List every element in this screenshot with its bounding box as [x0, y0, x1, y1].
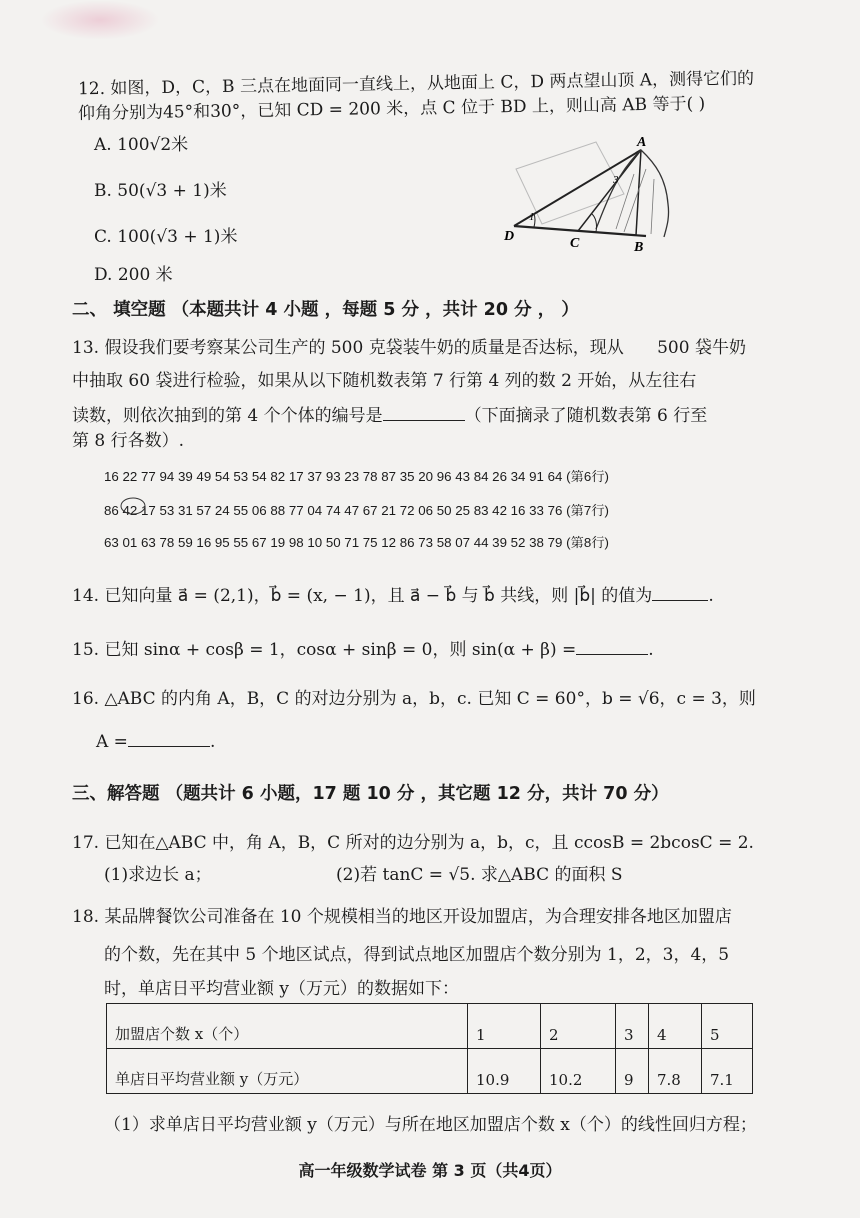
q16-answer-blank — [128, 730, 210, 747]
q18-line3: 时，单店日平均营业额 y（万元）的数据如下： — [104, 979, 460, 999]
line-ab — [636, 150, 641, 235]
q15-period: . — [648, 640, 654, 660]
section2-heading: 二、 填空题 （本题共计 4 小题 ，每题 5 分 ，共计 20 分 ， ） — [72, 300, 579, 320]
q15-text: 15. 已知 sinα + cosβ = 1，cosα + sinβ = 0，则 sin(α + β) = — [72, 640, 577, 660]
mountain-hatch — [616, 169, 654, 234]
q13-line4: 第 8 行各数）. — [72, 431, 185, 451]
q13-line1-bags: 500 袋牛奶 — [657, 338, 746, 358]
q14-period: . — [708, 586, 714, 606]
q13-line3 — [72, 404, 707, 427]
paper-smudge — [40, 0, 160, 40]
q16-period: . — [209, 732, 216, 752]
table-cell-y1: 10.9 — [468, 1049, 541, 1094]
q12-option-c: C. 100(√3 + 1)米 — [94, 227, 238, 247]
q18-line1: 18. 某品牌餐饮公司准备在 10 个规模相当的地区开设加盟店，为合理安排各地区加盟店 — [72, 907, 732, 927]
q17-line1: 17. 已知在△ABC 中，角 A，B，C 所对的边分别为 a，b，c，且 ccosB = 2bcosC = 2. — [72, 833, 754, 853]
label-d: D — [504, 229, 515, 244]
q16-line2 — [96, 730, 215, 753]
q15-line — [72, 638, 654, 661]
q17-part1: (1)求边长 a； — [104, 865, 212, 885]
q12-line2: 仰角分别为45°和30°，已知 CD = 200 米，点 C 位于 BD 上，则山高 AB 等于( ) — [77, 94, 706, 124]
q12-line1: 12. 如图，D，C，B 三点在地面同一直线上，从地面上 C，D 两点望山顶 A，测得它们的 — [77, 68, 755, 100]
random-row-8: 63 01 63 78 59 16 95 55 67 19 98 10 50 71 75 12 86 73 58 07 44 39 52 38 79 (第8行) — [104, 535, 609, 550]
table-label-x: 加盟店个数 x（个） — [107, 1004, 468, 1049]
q12-option-d: D. 200 米 — [94, 265, 173, 285]
q14-line — [72, 584, 714, 607]
q13-answer-blank — [383, 404, 465, 421]
table-cell-y5: 7.1 — [702, 1049, 753, 1094]
random-row-6: 16 22 77 94 39 49 54 53 54 82 17 37 93 23 78 87 35 20 96 43 84 26 34 91 64 (第6行) — [104, 469, 609, 484]
label-b: B — [634, 240, 644, 254]
q12-triangle-figure — [496, 134, 696, 254]
q13-line3-tail: （下面摘录了随机数表第 6 行至 — [464, 406, 708, 426]
label-c: C — [570, 236, 580, 251]
q18-data-table — [106, 1003, 753, 1094]
q18-line2: 的个数，先在其中 5 个地区试点，得到试点地区加盟店个数分别为 1，2，3，4，5 — [104, 945, 730, 965]
table-cell-x3: 3 — [616, 1004, 649, 1049]
q17-part2: (2)若 tanC = √5. 求△ABC 的面积 S — [336, 865, 623, 885]
q15-answer-blank — [576, 638, 648, 655]
table-cell-y2: 10.2 — [541, 1049, 616, 1094]
page-footer: 高一年级数学试卷 第 3 页（共4页） — [298, 1161, 562, 1180]
table-cell-x5: 5 — [702, 1004, 753, 1049]
table-cell-y3: 9 — [616, 1049, 649, 1094]
random-row-7: 86 42 17 53 31 57 24 55 06 88 77 04 74 47 67 21 72 06 50 25 83 42 16 33 76 (第7行) — [104, 503, 609, 518]
table-cell-x1: 1 — [468, 1004, 541, 1049]
table-label-y: 单店日平均营业额 y（万元） — [107, 1049, 468, 1094]
label-a: A — [637, 135, 647, 150]
line-ac — [578, 150, 641, 231]
q14-text: 14. 已知向量 a⃗ = (2,1)，b⃗ = (x, − 1)，且 a⃗ − b⃗ 与 b⃗ 共线，则 |b⃗| 的值为 — [72, 586, 653, 606]
q13-line1-text: 13. 假设我们要考察某公司生产的 500 克袋装牛奶的质量是否达标，现从 — [72, 338, 624, 358]
q13-line2: 中抽取 60 袋进行检验，如果从以下随机数表第 7 行第 4 列的数 2 开始，从左往右 — [72, 371, 697, 391]
q12-option-b: B. 50(√3 + 1)米 — [94, 181, 227, 201]
table-cell-y4: 7.8 — [649, 1049, 702, 1094]
q13-line1 — [72, 337, 746, 359]
angle-arc-c — [592, 214, 597, 232]
q16-line1: 16. △ABC 的内角 A，B，C 的对边分别为 a，b，c. 已知 C = 60°，b = √6，c = 3，则 — [72, 689, 756, 709]
q14-answer-blank — [652, 584, 708, 601]
angle-mark-3: 3 — [613, 174, 619, 186]
q16-a-label: A = — [96, 732, 128, 752]
handwritten-circle — [118, 495, 148, 517]
table-cell-x2: 2 — [541, 1004, 616, 1049]
section3-heading: 三、解答题 （题共计 6 小题，17 题 10 分 ，其它题 12 分，共计 70 分） — [72, 784, 669, 804]
q12-option-a: A. 100√2米 — [94, 135, 189, 155]
q18-part1: （1）求单店日平均营业额 y（万元）与所在地区加盟店个数 x（个）的线性回归方程； — [104, 1115, 757, 1135]
angle-mark-1: 1 — [529, 211, 535, 223]
table-cell-x4: 4 — [649, 1004, 702, 1049]
table-row-y — [107, 1049, 753, 1094]
table-row-x — [107, 1004, 753, 1049]
q13-line3-text: 读数，则依次抽到的第 4 个个体的编号是 — [72, 406, 383, 426]
